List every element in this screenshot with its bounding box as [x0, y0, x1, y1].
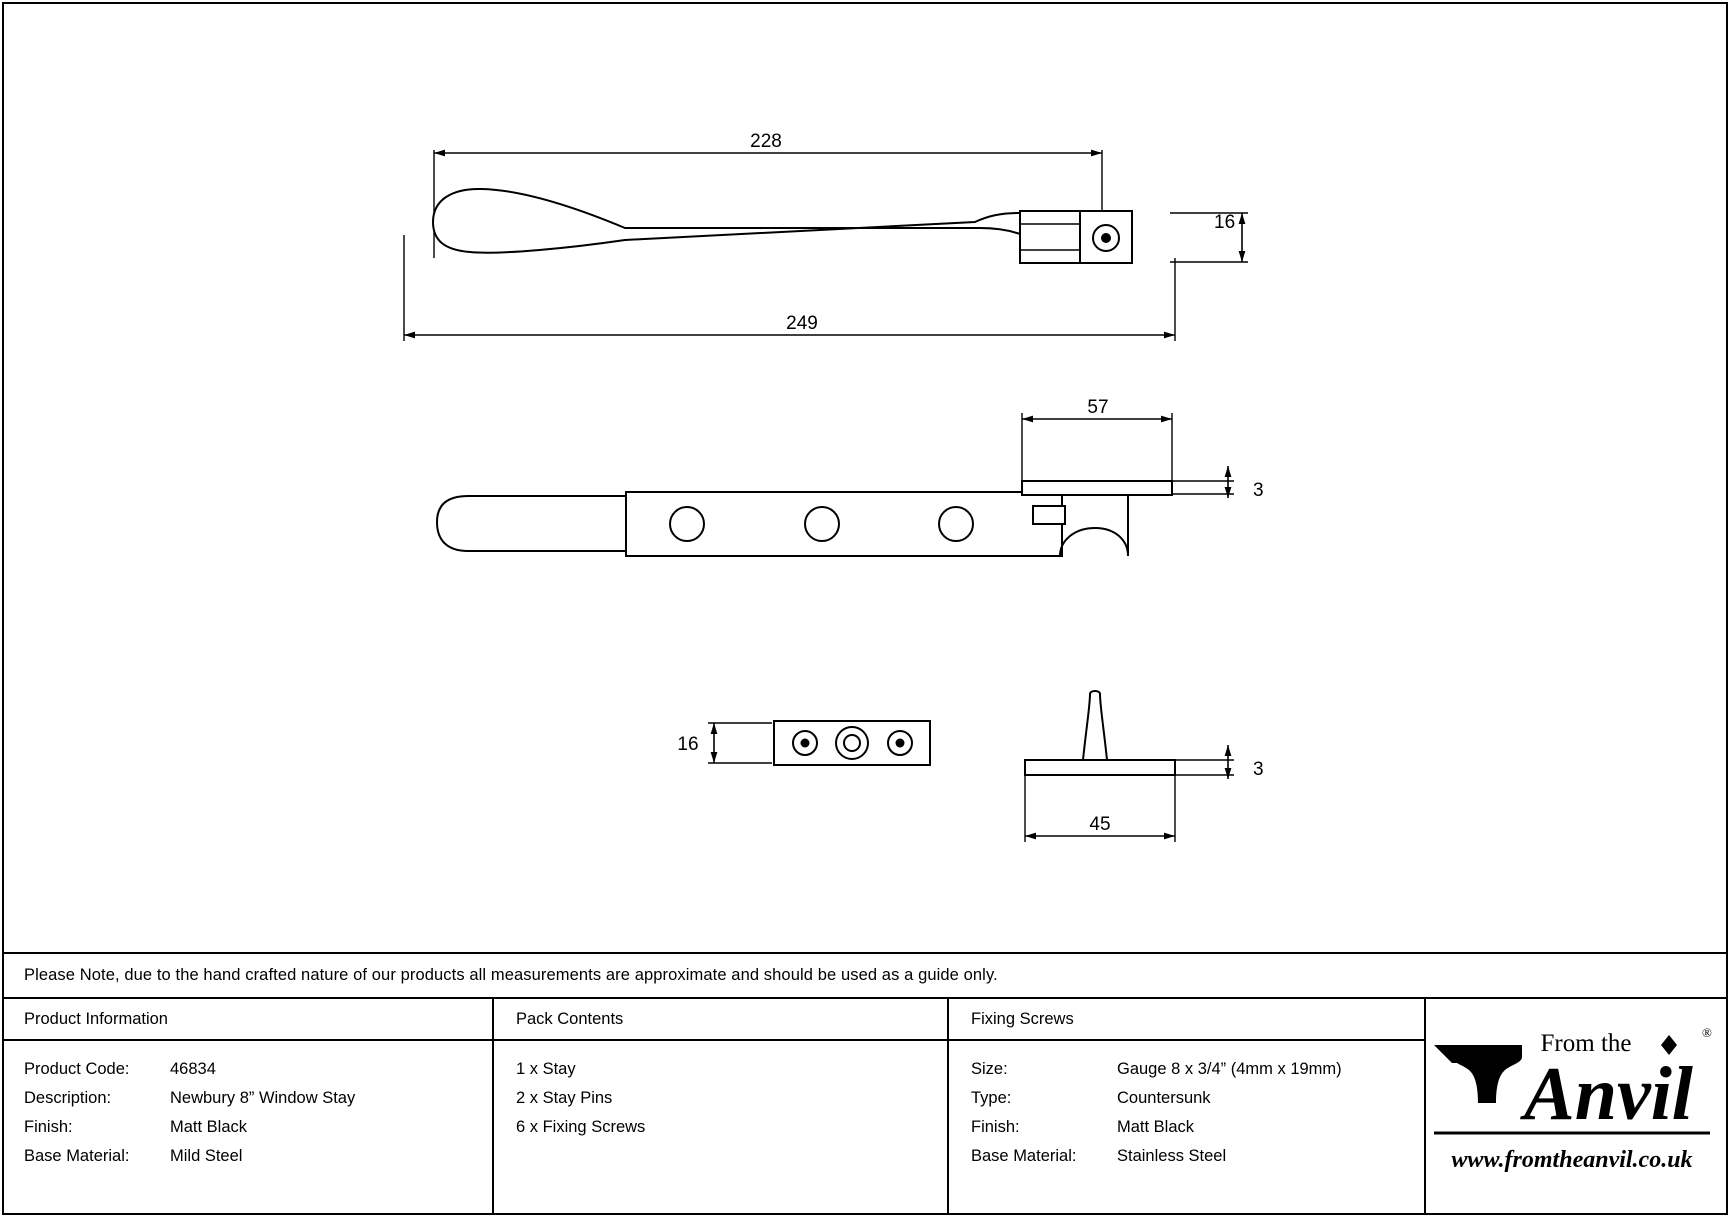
screw-base-material-label: Base Material: [971, 1147, 1077, 1165]
info-columns [2, 999, 1728, 1213]
dimension-16-height [1170, 213, 1248, 262]
screw-size-value: Gauge 8 x 3/4” (4mm x 19mm) [1117, 1060, 1342, 1078]
base-material-label: Base Material: [24, 1147, 130, 1165]
finish-value: Matt Black [170, 1118, 248, 1136]
screw-finish-value: Matt Black [1117, 1118, 1195, 1136]
screw-base-material-value: Stainless Steel [1117, 1147, 1227, 1165]
base-material-row [24, 1142, 492, 1171]
pack-item-2: 2 x Stay Pins [516, 1089, 613, 1107]
product-code-row [24, 1055, 492, 1084]
pack-item-3: 6 x Fixing Screws [516, 1118, 646, 1136]
dim-label-16-plate: 16 [677, 734, 699, 755]
stay-plan-top-plate [1022, 481, 1172, 495]
fixing-screws-heading: Fixing Screws [949, 999, 1424, 1041]
logo-graphic [1426, 1007, 1718, 1205]
stay-pin-elevation [1083, 691, 1107, 760]
product-information-body [2, 1041, 492, 1171]
screw-base-material-row [971, 1142, 1424, 1171]
screw-type-row [971, 1084, 1424, 1113]
pack-item-1: 1 x Stay [516, 1060, 576, 1078]
stay-arm-side-profile [433, 189, 1075, 253]
note-text: Please Note, due to the hand crafted nature of our products all measurements are approximate and should be used as a guide only. [24, 966, 998, 984]
pack-contents-body [494, 1041, 947, 1142]
product-information-heading: Product Information [2, 999, 492, 1041]
base-material-value: Mild Steel [170, 1147, 243, 1165]
stay-plan-notch [1033, 506, 1065, 524]
logo-top-text: From the [1540, 1030, 1632, 1057]
stay-pin-base-plate [1025, 760, 1175, 775]
dim-label-3-pin: 3 [1253, 759, 1264, 780]
fixing-screws-body [949, 1041, 1424, 1171]
dimension-57 [1022, 413, 1172, 486]
dim-label-57: 57 [1087, 397, 1109, 418]
screw-type-label: Type: [971, 1089, 1012, 1107]
dim-label-45: 45 [1089, 814, 1111, 835]
finish-label: Finish: [24, 1118, 73, 1136]
description-row [24, 1084, 492, 1113]
note-row [2, 952, 1728, 999]
stay-slot-hole-1 [670, 507, 704, 541]
product-code-label: Product Code: [24, 1060, 130, 1078]
finish-row [24, 1113, 492, 1142]
dimension-3-plate [1172, 466, 1234, 498]
dim-label-16-height: 16 [1214, 212, 1236, 233]
dim-label-249: 249 [786, 313, 818, 334]
pivot-hole-inner [1101, 233, 1111, 243]
description-label: Description: [24, 1089, 112, 1107]
dim-label-3-plate: 3 [1253, 480, 1264, 501]
product-information-column [2, 999, 494, 1213]
stay-slot-hole-3 [939, 507, 973, 541]
screw-finish-label: Finish: [971, 1118, 1020, 1136]
logo-url-text: www.fromtheanvil.co.uk [1451, 1147, 1693, 1173]
screw-type-value: Countersunk [1117, 1089, 1211, 1107]
stay-bracket-block [1020, 211, 1080, 263]
product-code-value: 46834 [170, 1060, 216, 1078]
logo-brand-text: Anvil [1524, 1052, 1693, 1136]
screw-size-label: Size: [971, 1060, 1008, 1078]
logo-registered: ® [1702, 1025, 1712, 1040]
screw-finish-row [971, 1113, 1424, 1142]
pack-contents-column [494, 999, 949, 1213]
brand-logo-column [1426, 999, 1726, 1213]
description-value: Newbury 8” Window Stay [170, 1089, 356, 1107]
screw-size-row [971, 1055, 1424, 1084]
dimension-16-plate [708, 723, 772, 763]
dimension-3-pin [1175, 745, 1234, 779]
stay-slot-hole-2 [805, 507, 839, 541]
pack-contents-heading: Pack Contents [494, 999, 947, 1041]
dim-label-228: 228 [750, 131, 782, 152]
information-block [2, 952, 1728, 1213]
from-the-anvil-logo [1426, 1007, 1718, 1205]
fixing-screws-column [949, 999, 1426, 1213]
